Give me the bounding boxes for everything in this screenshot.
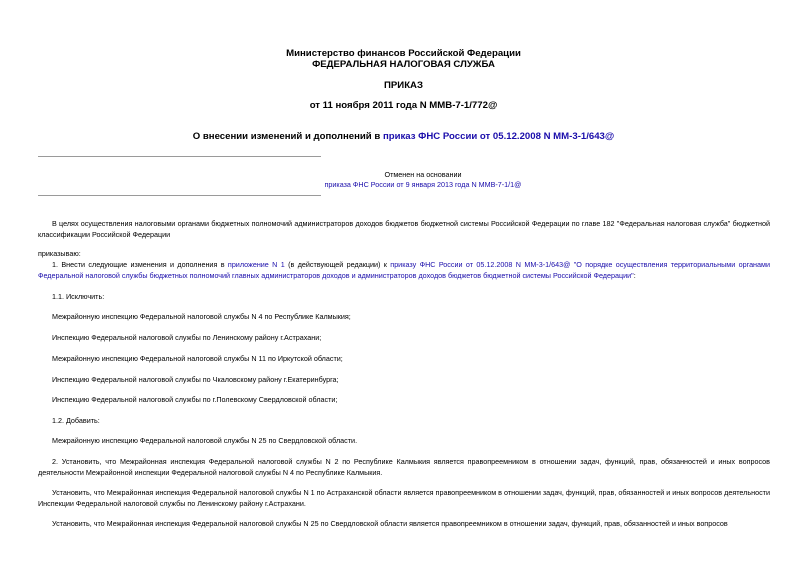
astrakhan-paragraph: Установить, что Межрайонная инспекция Федеральной налоговой службы N 1 по Астраханской области является правопреемником в отношении задач, функций, прав, обязанностей и иных вопросов деятельности Инспекции Федеральной налоговой службы по Ленинскому району г.Астрахани.: [38, 488, 770, 508]
sverdlovsk-paragraph: Установить, что Межрайонная инспекция Федеральной налоговой службы N 25 по Свердловской области является правопреемником в отношении задач, функций, прав, обязанностей и иных вопросов: [52, 519, 728, 528]
item-2-paragraph: 2. Установить, что Межрайонная инспекция Федеральной налоговой службы N 2 по Республике Калмыкия является правопреемником в отношении задач, функций, прав, обязанностей и иных вопросов деятельности Межрайонной инспекции Федеральной налоговой службы N 4 по Республике Калмыкия.: [38, 457, 770, 477]
subject-heading: [0, 131, 807, 142]
excluded-item: Межрайонную инспекцию Федеральной налоговой службы N 11 по Иркутской области;: [52, 354, 343, 363]
date-number-heading: от 11 ноября 2011 года N ММВ-7-1/772@: [309, 100, 498, 111]
annulment-link[interactable]: приказа ФНС России от 9 января 2013 года N ММВ-7-1/1@: [324, 180, 522, 189]
divider-top: [38, 156, 321, 157]
appendix-link[interactable]: приложение N 1: [227, 260, 285, 269]
doc-type-heading: ПРИКАЗ: [384, 80, 423, 91]
item-1-paragraph: [38, 259, 770, 281]
subject-link[interactable]: приказ ФНС России от 05.12.2008 N ММ-3-1/643@: [382, 131, 615, 142]
subject-prefix: О внесении изменений и дополнений в: [192, 131, 383, 142]
item-1-text-c: :: [633, 271, 636, 280]
excluded-item: Инспекцию Федеральной налоговой службы по Чкаловскому району г.Екатеринбурга;: [52, 375, 339, 384]
order-word: приказываю:: [38, 249, 81, 258]
item-1-text-b: (в действующей редакции) к: [284, 260, 391, 269]
annulment-note: Отменен на основании: [384, 170, 462, 179]
preamble-paragraph: В целях осуществления налоговыми органами бюджетных полномочий администраторов доходов бюджетов бюджетной системы Российской Федерации по главе 182 "Федеральная налоговая служба" бюджетной классификации Российской Федерации: [38, 219, 770, 239]
divider-bottom: [38, 195, 321, 196]
order-link[interactable]: приказу ФНС России от 05.12.2008 N ММ-3-1/643@ "О порядке осуществления территориальными органами Федеральной налоговой службы бюджетных полномочий главных администраторов доходов и администраторов доходов бюджетов бюджетной системы Российской Федерации": [38, 260, 770, 280]
service-heading: ФЕДЕРАЛЬНАЯ НАЛОГОВАЯ СЛУЖБА: [312, 59, 495, 70]
item-1-text-a: 1. Внести следующие изменения и дополнения в: [52, 260, 228, 269]
item-1-1-heading: 1.1. Исключить:: [52, 292, 105, 301]
ministry-heading: Министерство финансов Российской Федерации: [286, 48, 521, 59]
excluded-item: Инспекцию Федеральной налоговой службы по г.Полевскому Свердловской области;: [52, 395, 338, 404]
excluded-item: Межрайонную инспекцию Федеральной налоговой службы N 4 по Республике Калмыкия;: [52, 312, 351, 321]
excluded-item: Инспекцию Федеральной налоговой службы по Ленинскому району г.Астрахани;: [52, 333, 322, 342]
item-1-2-heading: 1.2. Добавить:: [52, 416, 100, 425]
added-item: Межрайонную инспекцию Федеральной налоговой службы N 25 по Свердловской области.: [52, 436, 358, 445]
